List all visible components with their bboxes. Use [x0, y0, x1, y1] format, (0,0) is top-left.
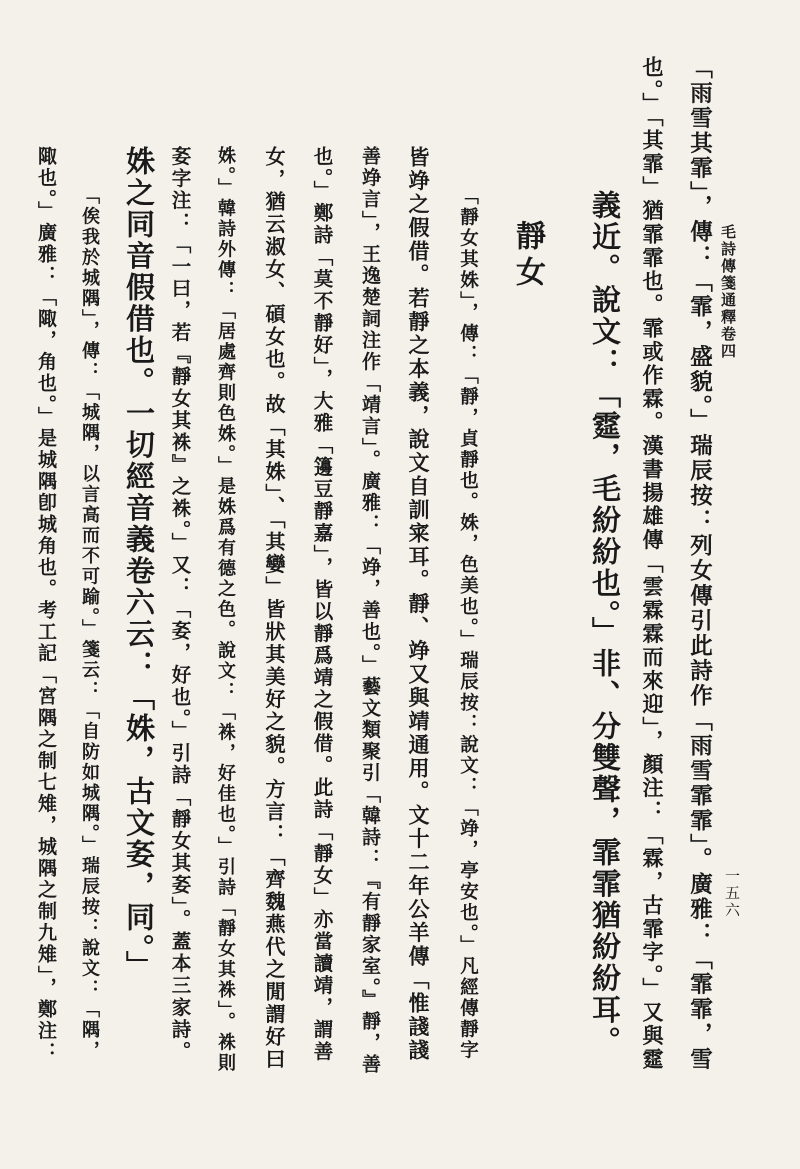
text-column-2: 也。」「其霏」猶霏霏也。霏或作霖。漢書揚雄傳「雲霖霖而來迎」，顏注：「霖，古霏字。」又與𩃀: [640, 56, 665, 1072]
text-column-12: 姝之同音假借也。一切經音義卷六云：「姝，古文㚣，同。」: [122, 146, 156, 982]
text-column-13: 「俟我於城隅」，傳：「城隅，以言高而不可踰。」箋云：「自防如城隅。」瑞辰按：說文：「隅，: [79, 186, 100, 1061]
text-column-7: 善竫言」，王逸楚詞注作「靖言」。廣雅：「竫，善也。」藝文類聚引「韓詩：『有靜家室。』靜，善: [359, 146, 381, 1076]
running-title: 毛詩傳箋通釋卷四: [719, 224, 737, 360]
text-column-5: 「靜女其姝」，傳：「靜，貞靜也。姝，色美也。」瑞辰按：說文：「竫，亭安也。」凡經傳靜字: [457, 186, 479, 1062]
text-column-9: 女，猶云淑女、碩女也。故「其姝」、「其孌」皆狀其美好之貌。方言：「齊魏燕代之閒謂好曰: [262, 146, 286, 1071]
text-column-1: 「雨雪其霏」，傳：「霏，盛貌。」瑞辰按：列女傳引此詩作「雨雪霏霏」。廣雅：「霏霏，雪: [686, 56, 713, 1073]
text-column-11: 㚣字注：「一曰，若『靜女其袾』之袾。」又：「㚣，好也。」引詩「靜女其㚣」。蓋本三家詩。: [168, 146, 192, 1063]
page-number: 一五六: [723, 868, 741, 919]
text-column-10: 姝。」韓詩外傳：「居處齊則色姝。」是姝爲有德之色。說文：「袾，好佳也。」引詩「靜女其袾」。袾則: [215, 146, 236, 1074]
text-column-14: 陬也。」廣雅：「陬，角也。」是城隅卽城角也。考工記「宮隅之制七雉，城隅之制九雉」，鄭注：: [35, 146, 57, 1064]
text-column-3: 義近。說文：「𩃀，毛紛紛也。」非、分雙聲，霏霏猶紛紛耳。: [588, 190, 622, 1058]
text-column-8: 也。」鄭詩「莫不靜好」，大雅「籩豆靜嘉」，皆以靜爲靖之假借。此詩「靜女」亦當讀靖，謂善: [310, 146, 334, 1063]
text-column-6: 皆竫之假借。若靜之本義，說文自訓宷耳。靜、竫又與靖通用。文十二年公羊傳「惟諓諓: [406, 146, 431, 1063]
section-title: 靜女: [510, 220, 545, 292]
